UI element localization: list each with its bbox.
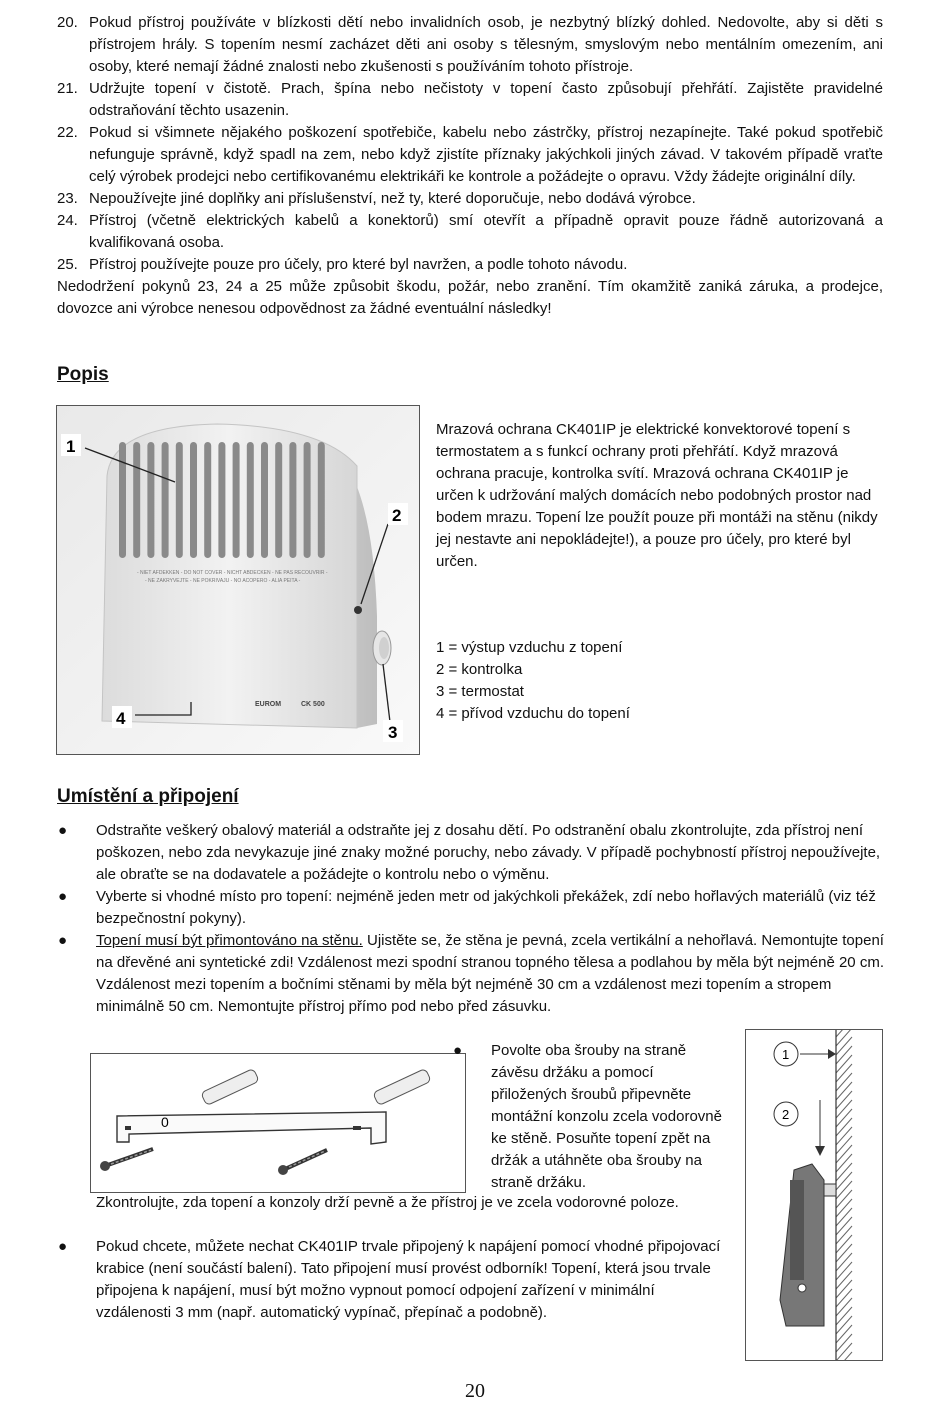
heater-warning-text-2: - NE ZAKRYVEJTE - NE POKRIVAJU - NO ACOPERO - ALIA PEITA - <box>145 578 301 584</box>
hatch-line <box>836 1100 852 1118</box>
sub-bullet-item <box>453 1040 723 1194</box>
product-description: Mrazová ochrana CK401IP je elektrické konvektorové topení s termostatem a s funkcí ochrany proti přehřátí. Když mrazová ochrana pracuje, kontrolka svítí. Mrazová ochrana CK401IP je určen k udržování malých domácích nebo podobných prostor nad bodem mrazu. Topení lze použít pouze při montáži na stěnu (nikdy jej nestavte ani nepokládejte!), a pouze pro účely, pro které byl určen. <box>436 421 878 570</box>
bracket-label: 0 <box>161 1114 169 1130</box>
bullet-text-rest: Ujistěte se, že stěna je pevná, zcela vertikální a nehořlavá. Nemontujte topení na dřevěné ani syntetické zdi! Vzdálenost mezi spodní stranou topného tělesa a podlahou by měla být nejméně 20 cm. Vzdálenost mezi topením a bočními stěnami by měla být nejméně 30 cm a vzdálenost mezi topením a stropem minimálně 50 cm. Nemontujte přístroj přímo pod nebo před zásuvku. <box>96 932 884 1015</box>
item-text: Pokud si všimnete nějakého poškození spotřebiče, kabelu nebo zástrčky, přístroj nezapínejte. Také pokud spotřebič nefunguje správně, když spadl na zem, nebo když zjistíte příznaky jakýchkoli jiných závad. V takovém případě vraťte celý výrobek prodejci nebo certifikovanému elektrikáři ke kontrole a požádejte o opravu. Vždy žádejte originální díly. <box>89 124 883 185</box>
grille-slot <box>204 442 211 558</box>
bullet-item <box>58 886 884 930</box>
step-2-label: 2 <box>782 1107 790 1122</box>
grille-slot <box>289 442 296 558</box>
hatch-line <box>836 1280 852 1298</box>
hatch-line <box>836 1343 852 1360</box>
hatch-line <box>836 1073 852 1091</box>
grille-slot <box>247 442 254 558</box>
heater-figure <box>56 405 420 755</box>
item-number: 22. <box>57 124 78 141</box>
hatch-line <box>836 1271 852 1289</box>
heater-brand: EUROM <box>255 701 282 708</box>
bullet-item <box>58 930 884 1018</box>
hatch-line <box>836 1334 852 1352</box>
hatch-line <box>836 1163 852 1181</box>
hatch-line <box>836 1253 852 1271</box>
bullet-item <box>58 1236 726 1324</box>
heater-side-vent <box>790 1180 804 1280</box>
bullet-dot: ● <box>453 1042 463 1059</box>
heater-illustration <box>57 406 419 754</box>
grille-slot <box>304 442 311 558</box>
list-item <box>57 188 883 210</box>
grille-slot <box>318 442 325 558</box>
heater-screw-hole <box>798 1284 806 1292</box>
grille-slot <box>275 442 282 558</box>
grille-slot <box>119 442 126 558</box>
legend-item: 3 = termostat <box>436 683 524 700</box>
hatch-line <box>836 1046 852 1064</box>
bullet-text: Pokud chcete, můžete nechat CK401IP trvale připojený k napájení pomocí vhodné připojovací krabice (není součástí balení). Tato připojení musí provést odborník! Topení, která jsou trvale připojena k napájení, musí být možno vypnout pomocí odpojení zařízení v minimální vzdálenosti 3 mm (např. automatický vypínač, přepínač a podobně). <box>96 1238 721 1321</box>
grille-slot <box>133 442 140 558</box>
item-text: Udržujte topení v čistotě. Prach, špína nebo nečistoty v topení často způsobují přehřátí. Zajistěte pravidelné odstraňování těchto usazenin. <box>89 80 883 119</box>
bullet-text: Odstraňte veškerý obalový materiál a odstraňte jej z dosahu dětí. Po odstranění obalu zkontrolujte, zda přístroj není poškozen, nebo zda nevykazuje jiné znaky možné poruchy, nebo závady. V případě pochybností přístroj nepoužívejte, ale obraťte se na dodavatele a požádejte o kontrolu nebo o výměnu. <box>96 822 881 883</box>
warning-paragraph: Nedodržení pokynů 23, 24 a 25 může způsobit škodu, požár, nebo zranění. Tím okamžitě zaniká záruka, a prodejce, dovozce ani výrobce nenesou odpovědnost za žádné eventuální následky! <box>57 278 883 317</box>
hatch-line <box>836 1145 852 1163</box>
bullet-dot: ● <box>58 1238 68 1255</box>
page-number: 20 <box>465 1380 485 1402</box>
hatch-line <box>836 1199 852 1217</box>
hatch-line <box>836 1235 852 1253</box>
legend-item: 4 = přívod vzduchu do topení <box>436 705 630 722</box>
list-item <box>57 210 883 254</box>
item-text: Pokud přístroj používáte v blízkosti dětí nebo invalidních osob, je nezbytný blízký dohled. Nedovolte, aby si děti s přístrojem hrály. S topením nesmí zacházet děti ani osoby s tělesným, smyslovým nebo mentálním omezením, ani osoby, které nemají žádné znalosti nebo zkušenosti s používáním tohoto přístroje. <box>89 14 883 75</box>
figure-label-4: 4 <box>116 709 126 728</box>
hatch-line <box>836 1109 852 1127</box>
hatch-line <box>836 1325 852 1343</box>
step-1-arrowhead <box>828 1049 836 1059</box>
list-item <box>57 78 883 122</box>
grille-slot <box>176 442 183 558</box>
wall-plug-left <box>201 1068 259 1105</box>
step-2-arrowhead <box>815 1146 825 1156</box>
grille-slot <box>147 442 154 558</box>
hatch-line <box>836 1037 852 1055</box>
figure-legend <box>436 637 886 725</box>
grille-slot <box>261 442 268 558</box>
item-number: 20. <box>57 14 78 31</box>
safety-instructions-list <box>57 12 883 320</box>
hatch-line <box>836 1064 852 1082</box>
item-number: 24. <box>57 212 78 229</box>
screw-left <box>100 1149 153 1171</box>
mounting-bracket <box>117 1112 386 1144</box>
hatch-line <box>836 1244 852 1262</box>
hatch-line <box>836 1055 852 1073</box>
hatch-line <box>836 1217 852 1235</box>
bracket-figure <box>90 1053 466 1193</box>
heater-model: CK 500 <box>301 701 325 708</box>
bracket-profile <box>824 1184 836 1196</box>
legend-item: 2 = kontrolka <box>436 661 523 678</box>
wall-hatching <box>836 1030 852 1360</box>
bracket-slot <box>353 1126 361 1130</box>
hatch-line <box>836 1226 852 1244</box>
bracket-illustration <box>91 1054 465 1192</box>
bullet-dot: ● <box>58 932 68 949</box>
bullet-text: Vyberte si vhodné místo pro topení: nejméně jeden metr od jakýchkoli překážek, zdí nebo hořlavých materiálů (viz též bezpečnostní pokyny). <box>96 888 876 927</box>
thermostat-knob-center <box>379 637 389 659</box>
list-item <box>57 254 883 276</box>
hatch-line <box>836 1289 852 1307</box>
hatch-line <box>836 1262 852 1280</box>
hatch-line <box>836 1118 852 1136</box>
hatch-line <box>836 1127 852 1145</box>
heater-warning-text-1: - NIET AFDEKKEN - DO NOT COVER - NICHT ABDECKEN - NE PAS RECOUVRIR - <box>137 570 328 576</box>
bullet-item <box>58 820 884 886</box>
hatch-line <box>836 1190 852 1208</box>
hatch-line <box>836 1316 852 1334</box>
bullet-dot: ● <box>58 822 68 839</box>
item-number: 23. <box>57 190 78 207</box>
bracket-slot <box>125 1126 131 1130</box>
hatch-line <box>836 1154 852 1172</box>
grille-slot <box>190 442 197 558</box>
list-item <box>57 12 883 78</box>
underlined-requirement: Topení musí být přimontováno na stěnu. <box>96 932 363 949</box>
item-text: Nepoužívejte jiné doplňky ani příslušenství, než ty, které doporučuje, nebo dodává výrobce. <box>89 190 696 207</box>
grille-slot <box>162 442 169 558</box>
indicator-lamp <box>354 606 362 614</box>
hatch-line <box>836 1091 852 1109</box>
item-number: 21. <box>57 80 78 97</box>
bullet-dot: ● <box>58 888 68 905</box>
wall-mount-illustration <box>746 1030 882 1360</box>
bullet-text: Povolte oba šrouby na straně závěsu držáku a pomocí přiložených šroubů připevněte montážní konzolu zcela vodorovně ke stěně. Posuňte topení zpět na držák a utáhněte oba šrouby na straně držáku. <box>491 1042 722 1191</box>
item-text: Přístroj používejte pouze pro účely, pro které byl navržen, a podle tohoto návodu. <box>89 256 628 273</box>
item-text: Přístroj (včetně elektrických kabelů a konektorů) smí otevřít a případně opravit pouze řádně autorizovaná a kvalifikovaná osoba. <box>89 212 883 251</box>
legend-item: 1 = výstup vzduchu z topení <box>436 639 623 656</box>
hatch-line <box>836 1298 852 1316</box>
hatch-line <box>836 1307 852 1325</box>
section-heading-popis: Popis <box>57 364 109 385</box>
figure-label-2: 2 <box>392 506 402 525</box>
figure-label-1: 1 <box>66 437 76 456</box>
figure-label-3: 3 <box>388 723 398 742</box>
section-heading-umisteni: Umístění a připojení <box>57 786 239 807</box>
hatch-line <box>836 1136 852 1154</box>
hatch-line <box>836 1030 852 1046</box>
hatch-line <box>836 1172 852 1190</box>
hatch-line <box>836 1181 852 1199</box>
hatch-line <box>836 1082 852 1100</box>
item-number: 25. <box>57 256 78 273</box>
wall-plug-right <box>373 1068 431 1105</box>
bullet-text <box>96 930 884 1018</box>
check-paragraph: Zkontrolujte, zda topení a konzoly drží pevně a že přístroj je ve zcela vodorovné poloze. <box>96 1194 679 1211</box>
grille-slot <box>218 442 225 558</box>
step-1-label: 1 <box>782 1047 790 1062</box>
heater-grille <box>119 442 325 558</box>
grille-slot <box>233 442 240 558</box>
list-item <box>57 122 883 188</box>
hatch-line <box>836 1208 852 1226</box>
screw-right <box>278 1150 327 1175</box>
wall-mount-figure <box>745 1029 883 1361</box>
